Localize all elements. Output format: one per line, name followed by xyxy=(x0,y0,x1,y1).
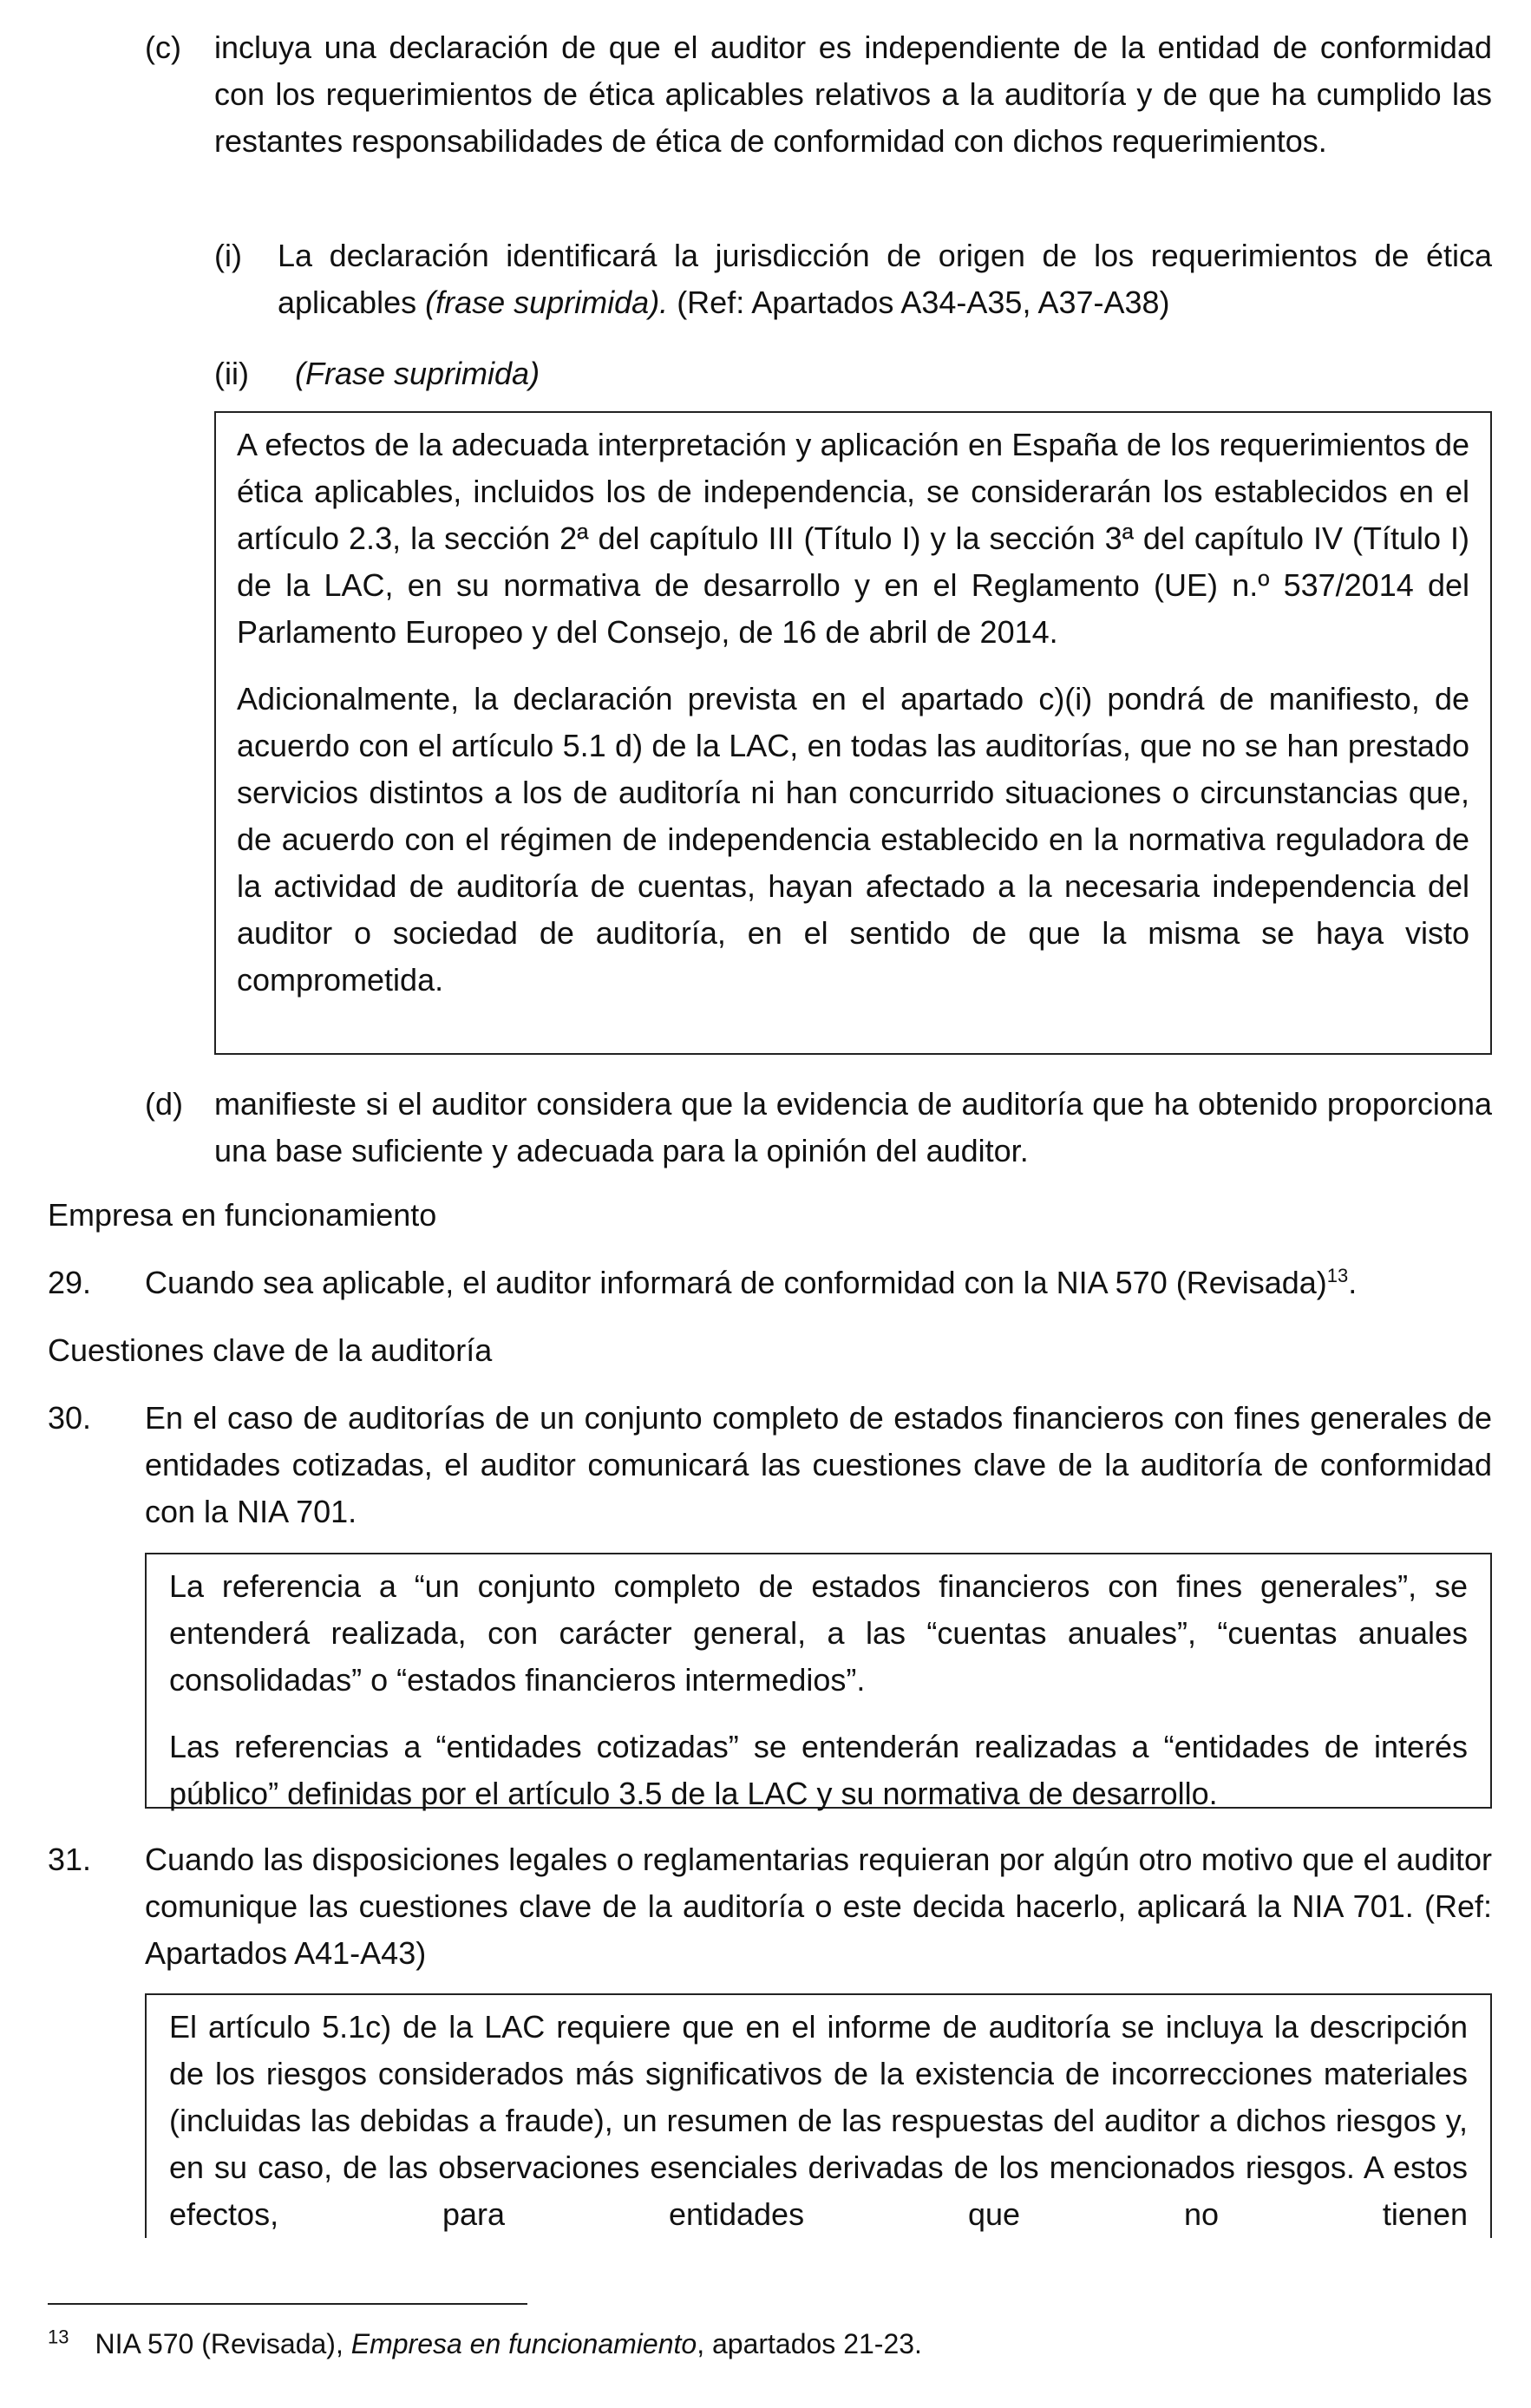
list-item-c xyxy=(145,24,1492,165)
list-item-d xyxy=(145,1081,1492,1175)
note-box xyxy=(145,1993,1492,2238)
numbered-paragraph-31 xyxy=(48,1836,1492,1977)
item-label: (i) xyxy=(214,238,242,273)
note-box xyxy=(214,411,1492,1055)
note-paragraph: Adicionalmente, la declaración prevista en el apartado c)(i) pondrá de manifiesto, de acuerdo con el artículo 5.1 d) de la LAC, en todas las auditorías, que no se han prestado servicios distintos a los de auditoría ni han concurrido situaciones o circunstancias que, de acuerdo con el régimen de independencia establecido en la normativa reguladora de la actividad de auditoría de cuentas, hayan afectado a la necesaria independencia del auditor o sociedad de auditoría, en el sentido de que la misma se haya visto comprometida. xyxy=(237,681,1469,998)
item-text: incluya una declaración de que el auditor es independiente de la entidad de conformidad con los requerimientos de ética aplicables relativos a la auditoría y de que ha cumplido las restantes responsabilidades de ética de conformidad con dichos requerimientos. xyxy=(214,29,1492,159)
numbered-paragraph-29 xyxy=(48,1260,1492,1306)
list-item-c-i xyxy=(214,232,1492,326)
section-heading: Cuestiones clave de la auditoría xyxy=(48,1332,493,1368)
paragraph-number: 29. xyxy=(48,1265,92,1300)
footnote-separator xyxy=(48,2303,527,2305)
note-box xyxy=(145,1553,1492,1809)
footnote-number: 13 xyxy=(48,2326,69,2348)
paragraph-text: Cuando sea aplicable, el auditor informará de conformidad con la NIA 570 (Revisada)$^{13}$. xyxy=(145,1265,1358,1300)
note-paragraph: La referencia a “un conjunto completo de estados financieros con fines generales”, se entenderá realizada, con carácter general, a las “cuentas anuales”, “cuentas anuales consolidadas” o “estados financieros intermedios”. xyxy=(169,1568,1468,1698)
paragraph-text: En el caso de auditorías de un conjunto completo de estados financieros con fines generales de entidades cotizadas, el auditor comunicará las cuestiones clave de la auditoría de conformidad con la NIA 701. xyxy=(145,1400,1492,1529)
paragraph-text: Cuando las disposiciones legales o reglamentarias requieran por algún otro motivo que el auditor comunique las cuestiones clave de la auditoría o este decida hacerlo, aplicará la NIA 701. (Ref: Apartados A41-A43) xyxy=(145,1842,1492,1971)
item-text: manifieste si el auditor considera que la evidencia de auditoría que ha obtenido proporciona una base suficiente y adecuada para la opinión del auditor. xyxy=(214,1086,1492,1168)
item-label: (c) xyxy=(145,29,181,65)
item-text: La declaración identificará la jurisdicción de origen de los requerimientos de ética aplicables (frase suprimida). (Ref: Apartados A34-A35, A37-A38) xyxy=(278,238,1492,320)
item-label: (ii) xyxy=(214,356,249,391)
section-heading: Empresa en funcionamiento xyxy=(48,1197,437,1233)
footnote-reference[interactable]: 13 xyxy=(1326,1265,1349,1286)
note-paragraph: El artículo 5.1c) de la LAC requiere que en el informe de auditoría se incluya la descripción de los riesgos considerados más significativos de la existencia de incorrecciones materiales (incluidas las debidas a fraude), un resumen de las respuestas del auditor a dichos riesgos y, en su caso, de las observaciones esenciales derivadas de los mencionados riesgos. A estos efectos, para entidades que no tienen xyxy=(169,2009,1468,2232)
item-label: (d) xyxy=(145,1086,183,1122)
list-item-c-ii xyxy=(214,350,1492,397)
footnote: $^{13}$ NIA 570 (Revisada), Empresa en funcionamiento, apartados 21-23. xyxy=(48,2326,922,2359)
note-paragraph: A efectos de la adecuada interpretación y aplicación en España de los requerimientos de ética aplicables, incluidos los de independencia, se considerarán los establecidos en el artículo 2.3, la sección 2ª del capítulo III (Título I) y la sección 3ª del capítulo IV (Título I) de la LAC, en su normativa de desarrollo y en el Reglamento (UE) n.º 537/2014 del Parlamento Europeo y del Consejo, de 16 de abril de 2014. xyxy=(237,427,1469,650)
paragraph-number: 30. xyxy=(48,1400,92,1436)
numbered-paragraph-30 xyxy=(48,1395,1492,1535)
paragraph-number: 31. xyxy=(48,1842,92,1877)
item-text: (Frase suprimida) xyxy=(295,356,540,391)
note-paragraph: Las referencias a “entidades cotizadas” se entenderán realizadas a “entidades de interés público” definidas por el artículo 3.5 de la LAC y su normativa de desarrollo. xyxy=(169,1729,1468,1811)
